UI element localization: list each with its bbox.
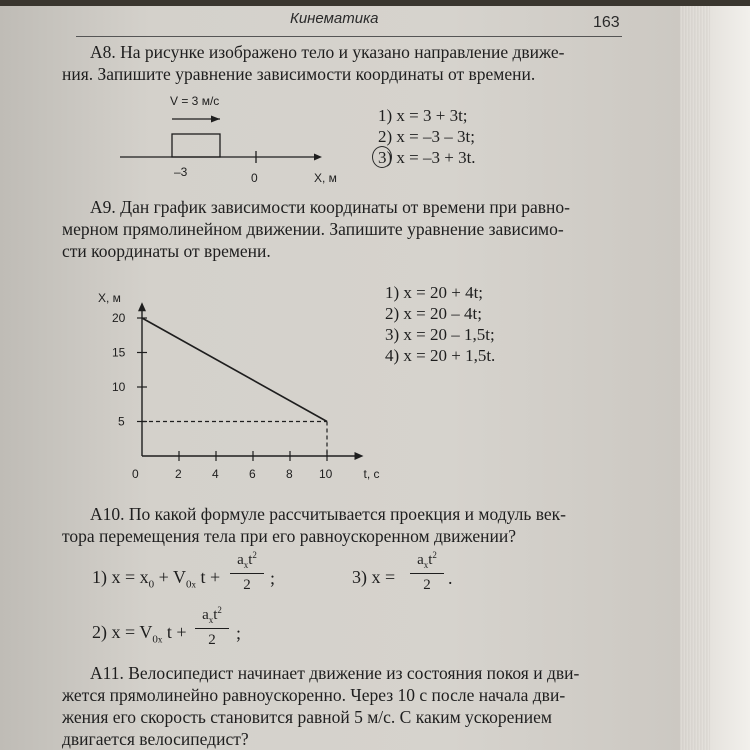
a8-body-box (172, 134, 220, 157)
a9-question-line-3: сти координаты от времени. (62, 241, 271, 261)
a10-formula-1-denominator: 2 (243, 577, 251, 593)
a9-option-3: 3) x = 20 – 1,5t; (385, 325, 495, 344)
a10-formula-2-numerator: $a_xt^2$ (202, 605, 222, 625)
a11-question-line-2: жется прямолинейно равноускоренно. Через 10 с после начала дви- (62, 685, 566, 705)
a10-question-line-2: тора перемещения тела при его равноускоренном движении? (62, 526, 516, 546)
a8-selected-answer-circle (372, 146, 392, 168)
y-axis-label: X, м (98, 291, 121, 306)
a10-question-line-1: А10. По какой формуле рассчитывается проекция и модуль век- (90, 504, 566, 524)
x-tick-label: 0 (132, 467, 139, 481)
y-tick-label: 20 (112, 311, 126, 325)
a10-formula-2-semicolon: ; (236, 623, 242, 643)
a8-option-1: 1) x = 3 + 3t; (378, 106, 468, 125)
a9-chart (80, 268, 380, 493)
a8-tick-zero: 0 (251, 171, 258, 185)
header-rule (76, 36, 622, 37)
x-tick-label: 6 (249, 467, 256, 481)
a8-option-3: 3) x = –3 + 3t. (378, 148, 476, 167)
a9-option-2: 2) x = 20 – 4t; (385, 304, 482, 323)
a10-formula-2-prefix: 2) $x = V_{0x}$ t + (92, 622, 187, 646)
a8-question-line-2: ния. Запишите уравнение зависимости координаты от времени. (62, 64, 536, 84)
a8-velocity-label: V = 3 м/с (170, 94, 220, 108)
page-number: 163 (593, 14, 620, 31)
page-edge (680, 0, 710, 750)
a10-formula-3-fraction-bar (410, 573, 444, 574)
a9-question-line-1: А9. Дан график зависимости координаты от времени при равно- (90, 197, 570, 217)
a10-formula-1-fraction-bar (230, 573, 264, 574)
running-header-title: Кинематика (290, 10, 379, 27)
a9-question-line-2: мерном прямолинейном движении. Запишите уравнение зависимо- (62, 219, 564, 239)
x-tick-label: 10 (319, 467, 333, 481)
x-tick-label: 8 (286, 467, 293, 481)
a9-option-4: 4) x = 20 + 1,5t. (385, 346, 496, 365)
y-tick-label: 15 (112, 345, 126, 360)
x-axis-arrow (355, 452, 364, 460)
a8-option-2: 2) x = –3 – 3t; (378, 127, 475, 146)
y-tick-label: 5 (118, 414, 125, 429)
a8-diagram (110, 92, 360, 187)
a10-formula-3-numerator: $a_xt^2$ (417, 550, 437, 570)
series-line (142, 318, 327, 422)
a11-question-line-1: А11. Велосипедист начинает движение из состояния покоя и дви- (90, 663, 580, 683)
top-shadow (0, 0, 750, 6)
a8-arrow-head (211, 116, 220, 123)
a10-formula-1-semicolon: ; (270, 568, 276, 588)
a10-formula-3-prefix: 3) x = (352, 567, 396, 587)
a10-formula-1-prefix: 1) $x = x_0 + V_{0x}$ t + (92, 567, 221, 591)
a10-formula-1-numerator: $a_xt^2$ (237, 550, 257, 570)
a10-formula-3-denominator: 2 (423, 577, 431, 593)
x-tick-label: 4 (212, 467, 219, 481)
a10-formula-2-denominator: 2 (208, 632, 216, 648)
a11-question-line-3: жения его скорость становится равной 5 м/с. С каким ускорением (62, 707, 552, 727)
a11-question-line-4: двигается велосипедист? (62, 729, 249, 749)
y-axis-arrow (138, 302, 146, 311)
a8-axis-label: X, м (314, 171, 337, 185)
y-tick-label: 10 (112, 380, 126, 394)
a10-formula-2-fraction-bar (195, 628, 229, 629)
x-axis-label: t, с (363, 467, 380, 481)
a8-question-line-1: А8. На рисунке изображено тело и указано направление движе- (90, 42, 565, 62)
a10-formula-3-period: . (448, 568, 453, 588)
a9-option-1: 1) x = 20 + 4t; (385, 283, 484, 302)
a8-axis-arrow (314, 154, 322, 161)
a8-tick-minus3: –3 (174, 165, 188, 179)
x-tick-label: 2 (175, 467, 182, 481)
